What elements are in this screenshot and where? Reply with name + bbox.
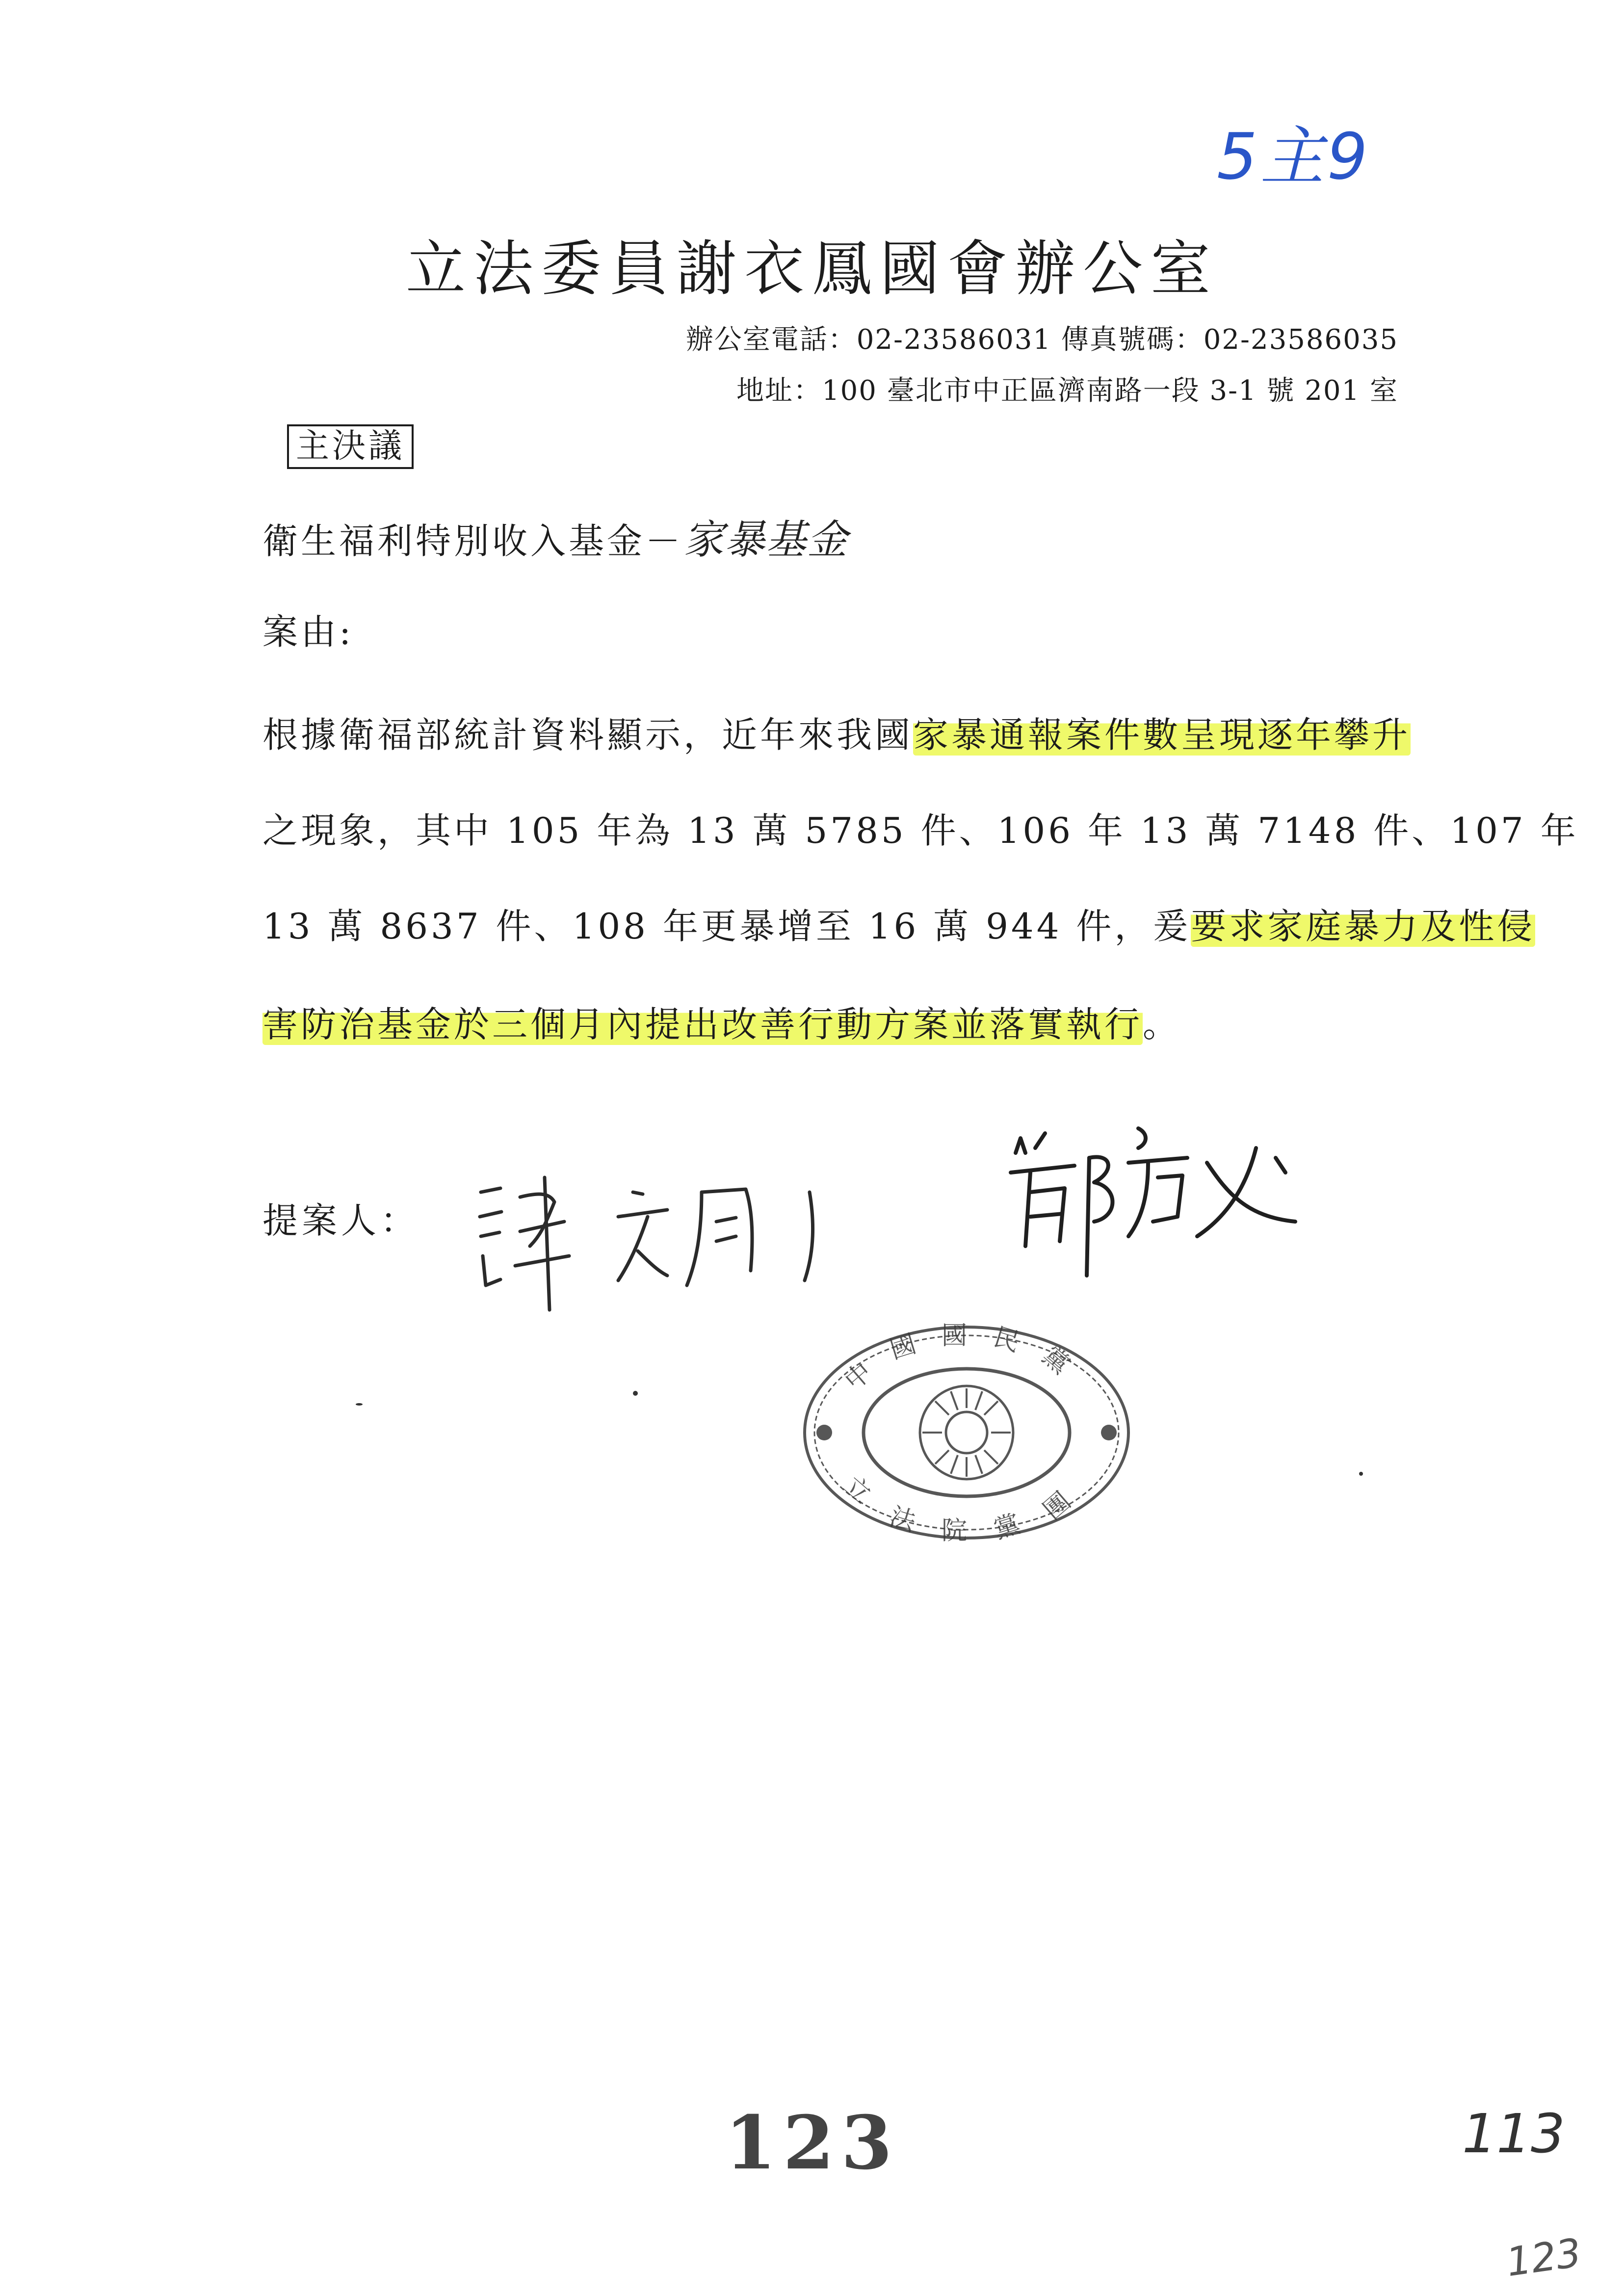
svg-text:中國國民黨: 中國國民黨	[839, 1321, 1094, 1396]
speck-mark	[633, 1391, 638, 1396]
body-text: 根據衛福部統計資料顯示，近年來我國	[262, 714, 914, 756]
body-line-1	[262, 706, 1411, 757]
resolution-type-label: 主決議	[287, 424, 414, 469]
page-number: 123	[725, 2100, 899, 2186]
fund-handwritten-note: 家暴基金	[683, 517, 849, 563]
handwritten-page-number: 113	[1462, 2102, 1565, 2165]
body-text: 。	[1143, 1004, 1181, 1045]
highlighted-text: 害防治基金於三個月內提出改善行動方案並落實執行	[262, 1004, 1143, 1045]
body-line-3	[262, 898, 1535, 949]
contact-address-line: 地址：100 臺北市中正區濟南路一段 3-1 號 201 室	[736, 375, 1398, 407]
speck-mark	[1359, 1472, 1363, 1476]
reason-label: 案由:	[262, 611, 354, 652]
body-line-2: 之現象，其中 105 年為 13 萬 5785 件、106 年 13 萬 7148 件、107 年	[262, 810, 1579, 851]
body-line-4	[262, 996, 1181, 1047]
proposer-label: 提案人：	[262, 1200, 420, 1241]
handwritten-annotation: 5主9	[1217, 119, 1371, 194]
svg-text:立法院黨團: 立法院黨團	[838, 1470, 1095, 1545]
handwritten-page-number-2: 123	[1503, 2229, 1584, 2286]
signature-2	[1001, 1119, 1315, 1295]
speck-mark	[356, 1403, 363, 1406]
office-title: 立法委員謝衣鳳國會辦公室	[406, 234, 1218, 304]
highlighted-text: 要求家庭暴力及性侵	[1191, 906, 1536, 947]
contact-phone-line: 辦公室電話：02-23586031 傳真號碼：02-23586035	[685, 324, 1398, 356]
party-seal-stamp	[795, 1320, 1138, 1545]
highlighted-text: 家暴通報案件數呈現逐年攀升	[913, 714, 1411, 756]
body-text: 13 萬 8637 件、108 年更暴增至 16 萬 944 件，爰	[262, 906, 1191, 947]
signature-1	[471, 1163, 844, 1320]
fund-line	[262, 508, 848, 565]
fund-name: 衛生福利特別收入基金－	[262, 521, 684, 562]
